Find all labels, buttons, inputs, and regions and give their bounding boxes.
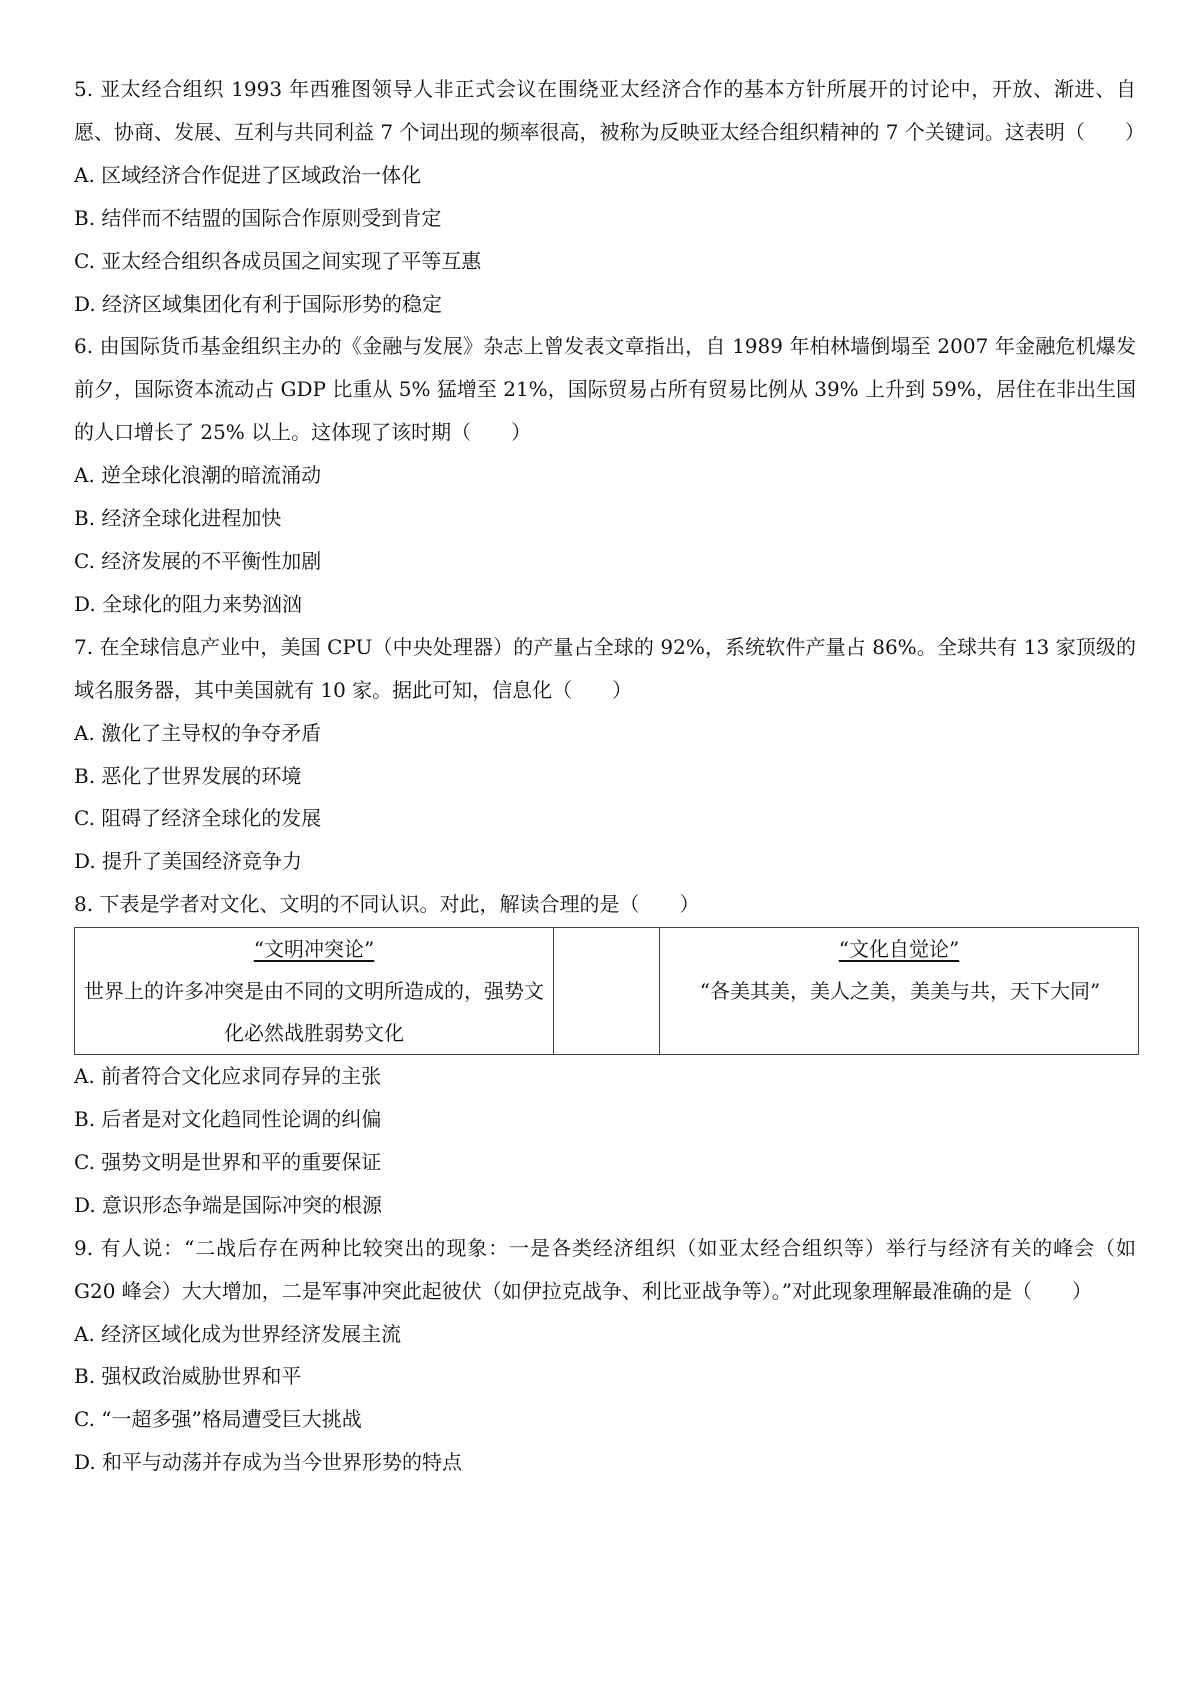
table-cell-civilization-clash xyxy=(75,928,554,1055)
option-d: D. 经济区域集团化有利于国际形势的稳定 xyxy=(74,291,443,316)
option-b: B. 经济全球化进程加快 xyxy=(74,506,282,531)
option-b: B. 恶化了世界发展的环境 xyxy=(74,763,302,788)
question-stem: 9. 有人说：“二战后存在两种比较突出的现象：一是各类经济组织（如亚太经合组织等）举行与经济有关的峰会（如 G20 峰会）大大增加，二是军事冲突此起彼伏（如伊拉克战争、利比亚战争等）。”对此现象理解最准确的是（ ） xyxy=(74,1235,1136,1303)
option-b: B. 后者是对文化趋同性论调的纠偏 xyxy=(74,1107,382,1132)
option-a: A. 区域经济合作促进了区域政治一体化 xyxy=(74,162,422,187)
question-stem: 5. 亚太经合组织 1993 年西雅图领导人非正式会议在围绕亚太经济合作的基本方针所展开的讨论中，开放、渐进、自愿、协商、发展、互利与共同利益 7 个词出现的频率很高，被称为反映亚太经合组织精神的 7 个关键词。这表明（ ） xyxy=(74,77,1145,144)
question-9 xyxy=(74,1227,1136,1484)
option-c: C. 亚太经合组织各成员国之间实现了平等互惠 xyxy=(74,248,482,273)
option-c: C. 经济发展的不平衡性加剧 xyxy=(74,548,322,573)
table-row xyxy=(75,928,1139,1055)
question-stem: 6. 由国际货币基金组织主办的《金融与发展》杂志上曾发表文章指出，自 1989 年柏林墙倒塌至 2007 年金融危机爆发前夕，国际资本流动占 GDP 比重从 5% 猛增至 21%，国际贸易占所有贸易比例从 39% 上升到 59%，居住在非出生国的人口增长了 25% 以上。这体现了该时期（ ） xyxy=(74,334,1136,445)
table-cell-cultural-consciousness xyxy=(660,928,1139,1055)
cell-title: “文明冲突论” xyxy=(253,937,375,962)
option-a: A. 逆全球化浪潮的暗流涌动 xyxy=(74,463,322,488)
option-c: C. 强势文明是世界和平的重要保证 xyxy=(74,1149,382,1174)
cell-body: 世界上的许多冲突是由不同的文明所造成的，强势文化必然战胜弱势文化 xyxy=(84,979,544,1046)
option-b: B. 结伴而不结盟的国际合作原则受到肯定 xyxy=(74,205,442,230)
question-stem: 7. 在全球信息产业中，美国 CPU（中央处理器）的产量占全球的 92%，系统软件产量占 86%。全球共有 13 家顶级的域名服务器，其中美国就有 10 家。据此可知，信息化（ ） xyxy=(74,634,1136,702)
comparison-table xyxy=(74,927,1139,1055)
question-7 xyxy=(74,626,1136,883)
question-5 xyxy=(74,68,1145,325)
option-c: C. “一超多强”格局遭受巨大挑战 xyxy=(74,1407,362,1432)
question-8 xyxy=(74,883,1136,1227)
table-cell-empty xyxy=(554,928,660,1055)
option-a: A. 激化了主导权的争夺矛盾 xyxy=(74,720,322,745)
option-d: D. 和平与动荡并存成为当今世界形势的特点 xyxy=(74,1450,463,1475)
cell-body: “各美其美，美人之美，美美与共，天下大同” xyxy=(699,979,1101,1004)
exam-page xyxy=(74,68,1145,1484)
cell-title: “文化自觉论” xyxy=(838,937,960,962)
question-stem: 8. 下表是学者对文化、文明的不同认识。对此，解读合理的是（ ） xyxy=(74,892,700,917)
option-d: D. 意识形态争端是国际冲突的根源 xyxy=(74,1192,383,1217)
question-6 xyxy=(74,325,1136,625)
option-c: C. 阻碍了经济全球化的发展 xyxy=(74,806,322,831)
option-a: A. 经济区域化成为世界经济发展主流 xyxy=(74,1321,402,1346)
option-d: D. 提升了美国经济竞争力 xyxy=(74,849,303,874)
option-b: B. 强权政治威胁世界和平 xyxy=(74,1364,302,1389)
option-d: D. 全球化的阻力来势汹汹 xyxy=(74,591,303,616)
option-a: A. 前者符合文化应求同存异的主张 xyxy=(74,1064,382,1089)
